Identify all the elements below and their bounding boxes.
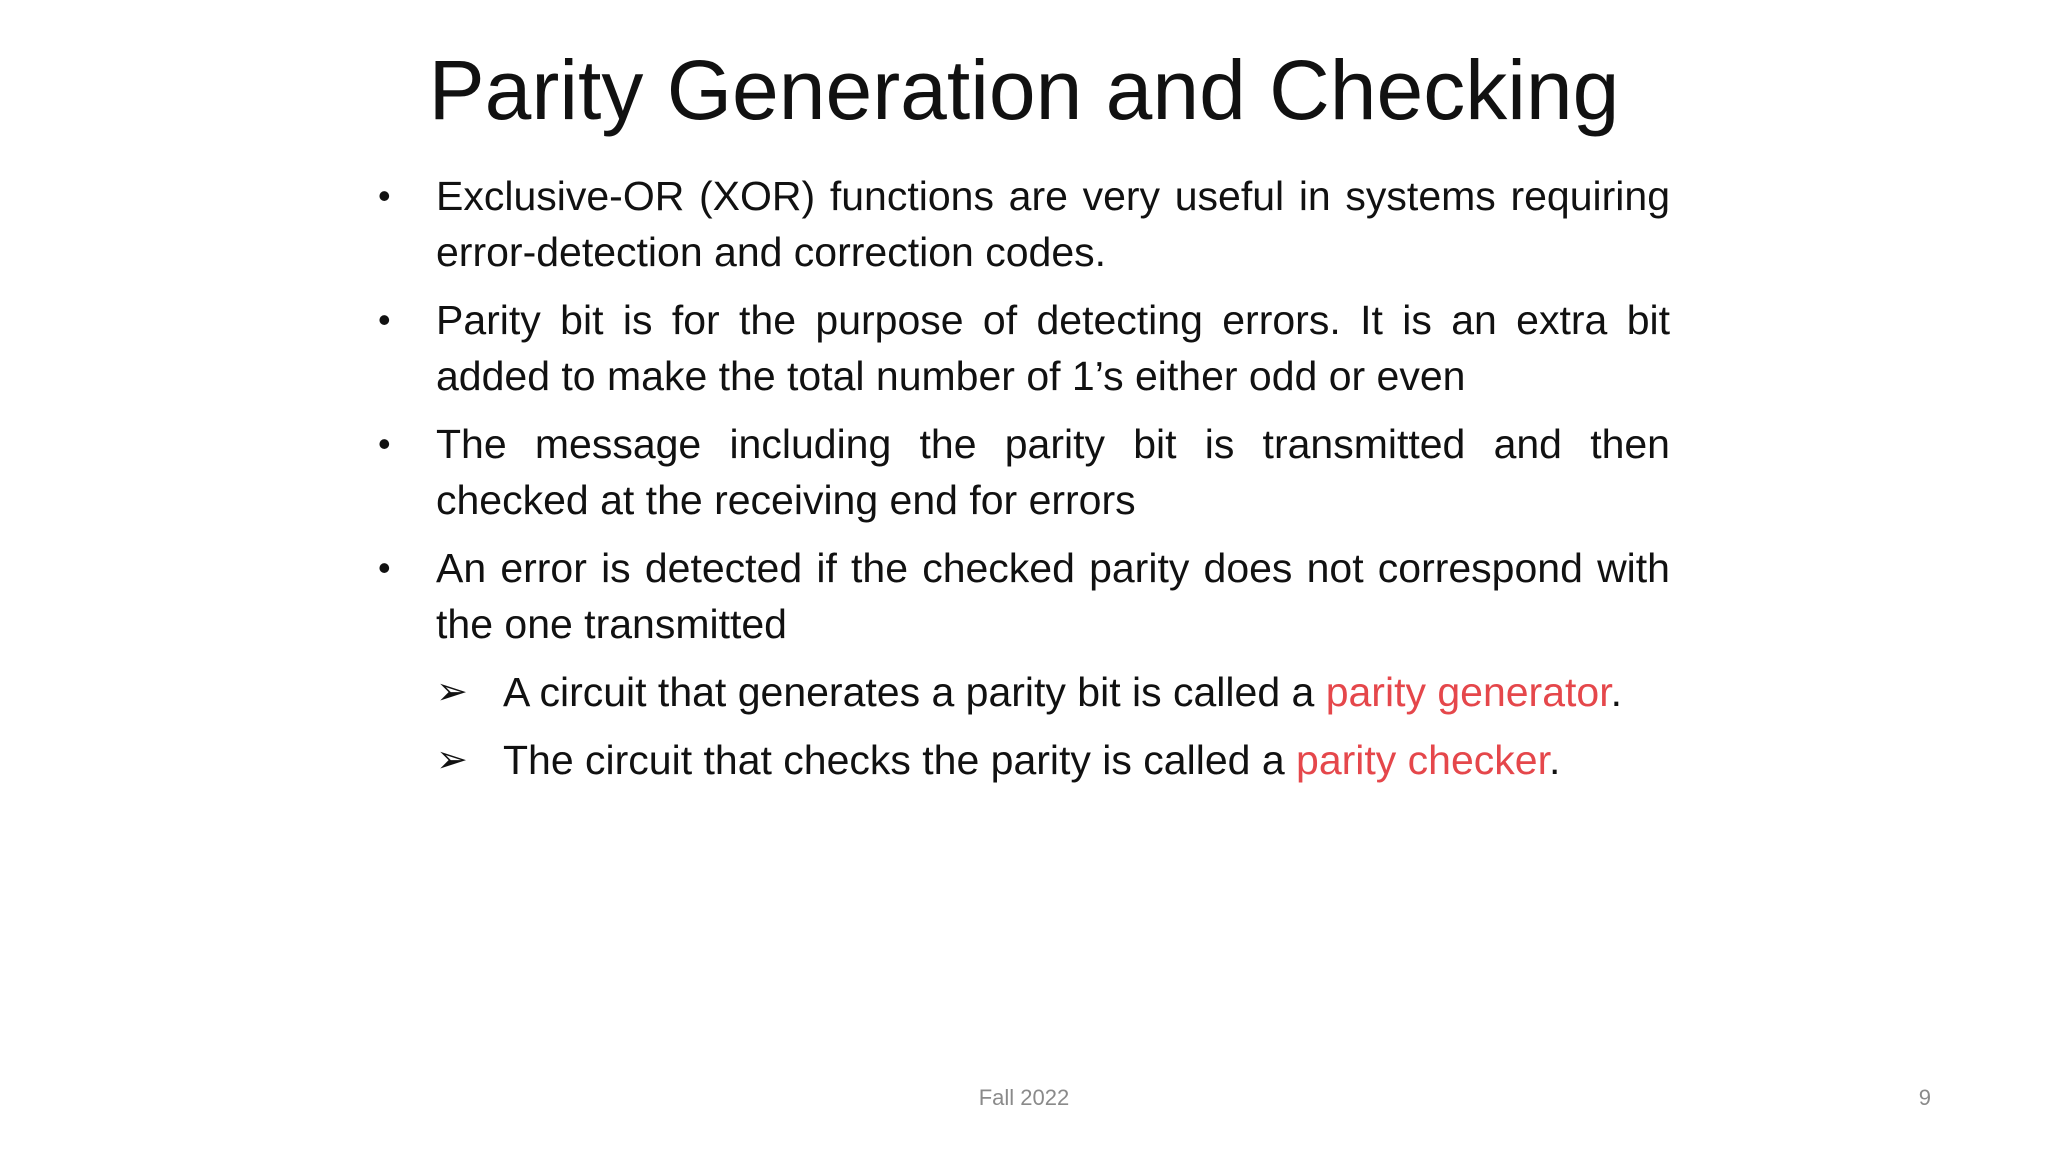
sub-bullet-text: A circuit that generates a parity bit is called a [503,669,1326,715]
bullet-marker: • [378,547,391,588]
bullet-text: An error is detected if the checked parity does not correspond with the one transmitted [436,545,1670,647]
footer-date: Fall 2022 [978,1085,1070,1110]
bullet-marker: • [378,175,391,216]
bullet-text: Exclusive-OR (XOR) functions are very useful in systems requiring error-detection and correction codes. [436,173,1670,275]
bullet-marker: • [378,299,391,340]
sub-bullet-item [436,664,1670,720]
slide-content [370,168,1670,800]
bullet-item [370,540,1670,652]
bullet-text: The message including the parity bit is transmitted and then checked at the receiving end for errors [436,421,1670,523]
arrow-bullet-icon: ➢ [436,739,468,781]
slide-title: Parity Generation and Checking [428,43,1620,137]
sub-bullet-item [436,732,1670,788]
slide-number: 9 [1918,1085,1931,1110]
highlight-term: parity checker [1296,737,1549,783]
sub-bullet-end: . [1548,737,1561,783]
bullet-item [370,292,1670,404]
bullet-marker: • [378,423,391,464]
bullet-item [370,416,1670,528]
highlight-term: parity generator [1325,669,1611,715]
bullet-text: Parity bit is for the purpose of detecting errors. It is an extra bit added to make the total number of 1’s either odd or even [436,297,1670,399]
arrow-bullet-icon: ➢ [436,671,468,713]
sub-bullet-end: . [1610,669,1623,715]
bullet-item [370,168,1670,280]
sub-bullet-text: The circuit that checks the parity is called a [503,737,1297,783]
